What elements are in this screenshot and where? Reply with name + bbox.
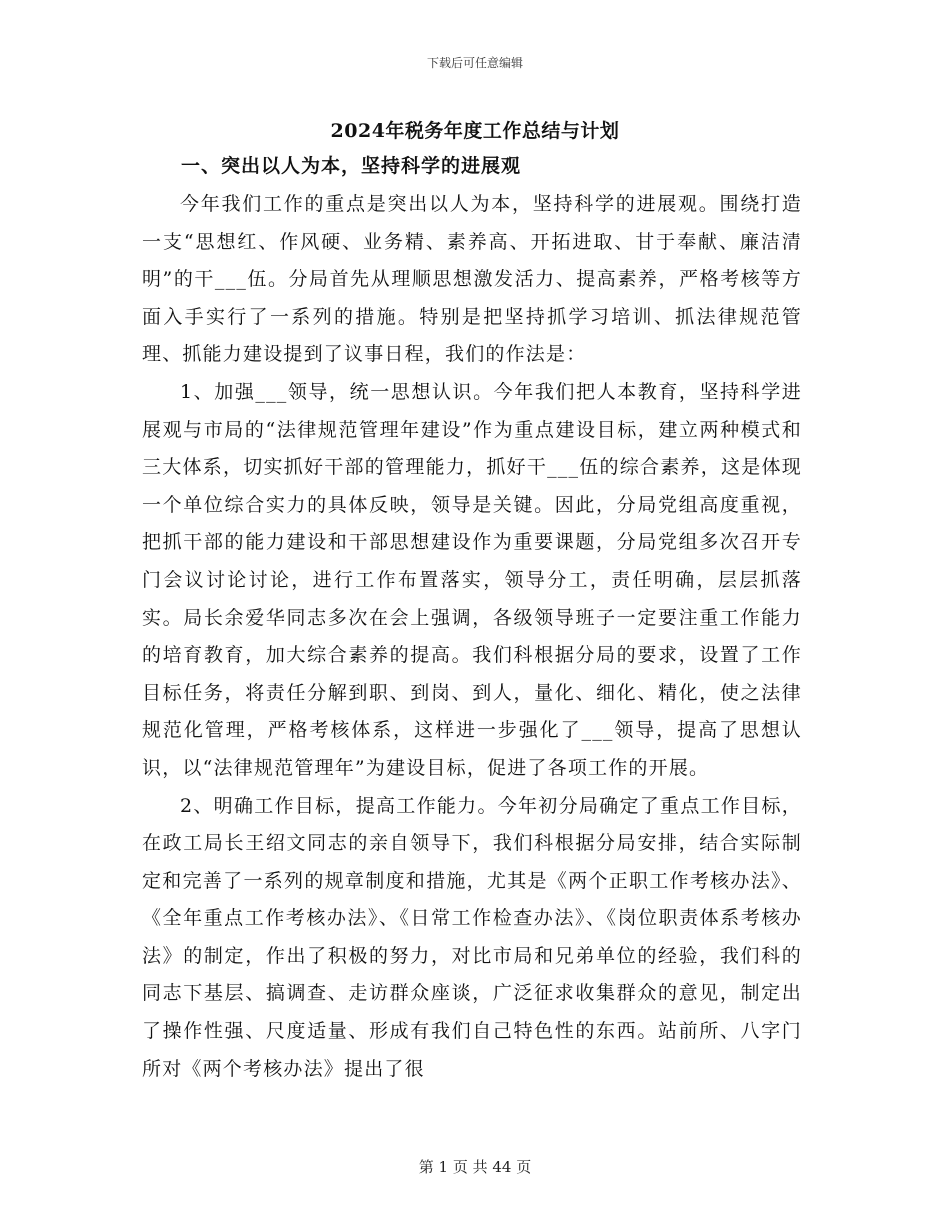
paragraph: 1、加强___领导，统一思想认识。今年我们把人本教育，坚持科学进展观与市局的“法律规范管理年建设”作为重点建设目标，建立两种模式和三大体系，切实抓好干部的管理能力，抓好干___伍的综合素养，这是体现一个单位综合实力的具体反映，领导是关键。因此，分局党组高度重视，把抓干部的能力建设和干部思想建设作为重要课题，分局党组多次召开专门会议讨论讨论，进行工作布置落实，领导分工，责任明确，层层抓落实。局长余爱华同志多次在会上强调，各级领导班子一定要注重工作能力的培育教育，加大综合素养的提高。我们科根据分局的要求，设置了工作目标任务，将责任分解到职、到岗、到人，量化、细化、精化，使之法律规范化管理，严格考核体系，这样进一步强化了___领导，提高了思想认识，以“法律规范管理年”为建设目标，促进了各项工作的开展。 <box>142 380 802 779</box>
document-body <box>142 186 802 1088</box>
page-number-footer: 第 1 页 共 44 页 <box>418 1158 532 1176</box>
paragraph: 今年我们工作的重点是突出以人为本，坚持科学的进展观。围绕打造一支“思想红、作风硬、业务精、素养高、开拓进取、甘于奉献、廉洁清明”的干___伍。分局首先从理顺思想激发活力、提高素养，严格考核等方面入手实行了一系列的措施。特别是把坚持抓学习培训、抓法律规范管理、抓能力建设提到了议事日程，我们的作法是： <box>142 193 802 366</box>
paragraph: 2、明确工作目标，提高工作能力。今年初分局确定了重点工作目标，在政工局长王绍文同志的亲自领导下，我们科根据分局安排，结合实际制定和完善了一系列的规章制度和措施，尤其是《两个正职工作考核办法》、《全年重点工作考核办法》、《日常工作检查办法》、《岗位职责体系考核办法》的制定，作出了积极的努力，对比市局和兄弟单位的经验，我们科的同志下基层、搞调查、走访群众座谈，广泛征求收集群众的意见，制定出了操作性强、尺度适量、形成有我们自己特色性的东西。站前所、八字门所对《两个考核办法》提出了很 <box>142 794 802 1080</box>
header-note: 下载后可任意编辑 <box>426 56 523 70</box>
document-title: 2024年税务年度工作总结与计划 <box>330 120 620 142</box>
section-heading: 一、突出以人为本，坚持科学的进展观 <box>181 155 522 177</box>
